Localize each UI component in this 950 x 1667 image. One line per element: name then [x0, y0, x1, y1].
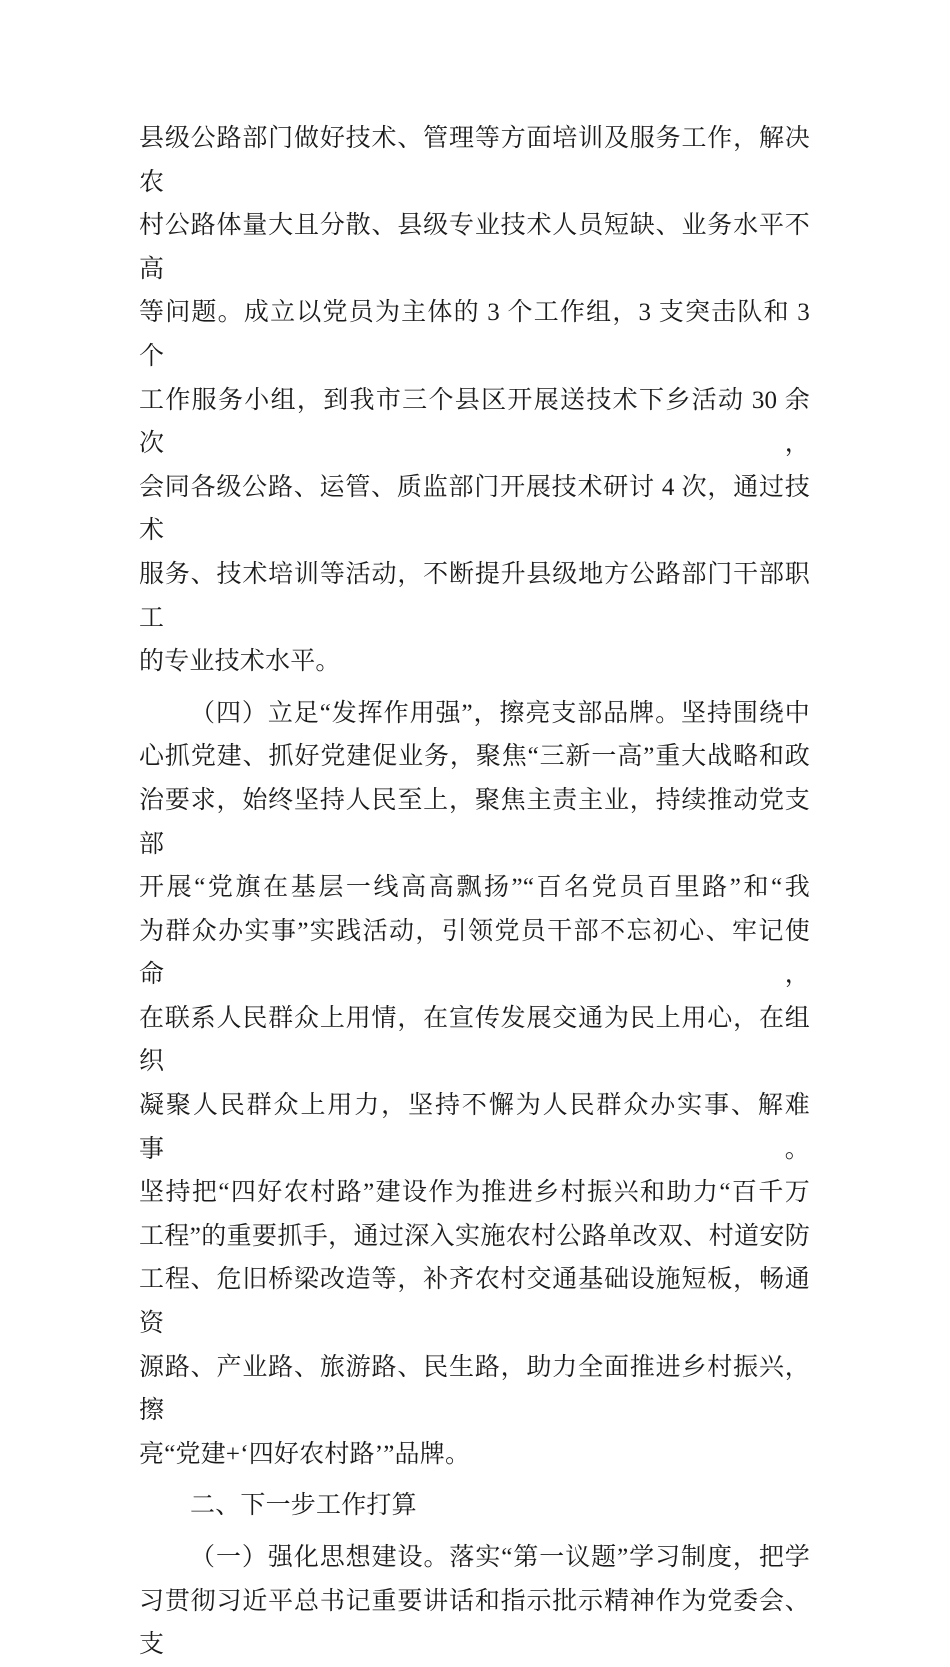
text-line: 在联系人民群众上用情，在宣传发展交通为民上用心，在组织: [139, 1004, 810, 1076]
text-line: 亮“党建+‘四好农村路’”品牌。: [139, 1440, 471, 1468]
text-line: 源路、产业路、旅游路、民生路，助力全面推进乡村振兴，擦: [139, 1353, 810, 1425]
text-line: 工程”的重要抓手，通过深入实施农村公路单改双、村道安防: [139, 1222, 810, 1250]
text-line: 的专业技术水平。: [139, 648, 341, 676]
text-line: 工作服务小组，到我市三个县区开展送技术下乡活动 30 余次，: [139, 386, 810, 458]
text-line: 开展“党旗在基层一线高高飘扬”“百名党员百里路”和“我: [139, 874, 810, 902]
text-line: 心抓党建、抓好党建促业务，聚焦“三新一高”重大战略和政: [139, 743, 810, 771]
text-line: 县级公路部门做好技术、管理等方面培训及服务工作，解决农: [139, 125, 810, 196]
text-line: 凝聚人民群众上用力，坚持不懈为人民群众办实事、解难事。: [139, 1092, 810, 1163]
text-line: 为群众办实事”实践活动，引领党员干部不忘初心、牢记使命，: [139, 917, 810, 989]
text-line: 等问题。成立以党员为主体的 3 个工作组，3 支突击队和 3 个: [139, 299, 810, 370]
paragraph-2: [139, 692, 810, 1477]
paragraph-1: [139, 117, 810, 684]
text-line: 治要求，始终坚持人民至上，聚焦主责主业，持续推动党支部: [139, 786, 810, 858]
text-line: 村公路体量大且分散、县级专业技术人员短缺、业务水平不高: [139, 212, 810, 283]
section-heading: 二、下一步工作打算: [190, 1492, 417, 1520]
text-line: 习贯彻习近平总书记重要讲话和指示批示精神作为党委会、支: [139, 1587, 810, 1659]
text-line: （四）立足“发挥作用强”，擦亮支部品牌。坚持围绕中: [190, 699, 810, 727]
paragraph-heading: [139, 1484, 810, 1528]
text-line: （一）强化思想建设。落实“第一议题”学习制度，把学: [190, 1544, 810, 1571]
text-line: 会同各级公路、运管、质监部门开展技术研讨 4 次，通过技术: [139, 473, 810, 545]
text-line: 坚持把“四好农村路”建设作为推进乡村振兴和助力“百千万: [139, 1179, 810, 1207]
paragraph-3: [139, 1536, 810, 1667]
text-line: 工程、危旧桥梁改造等，补齐农村交通基础设施短板，畅通资: [139, 1266, 810, 1338]
text-line: 服务、技术培训等活动，不断提升县级地方公路部门干部职工: [139, 560, 810, 632]
